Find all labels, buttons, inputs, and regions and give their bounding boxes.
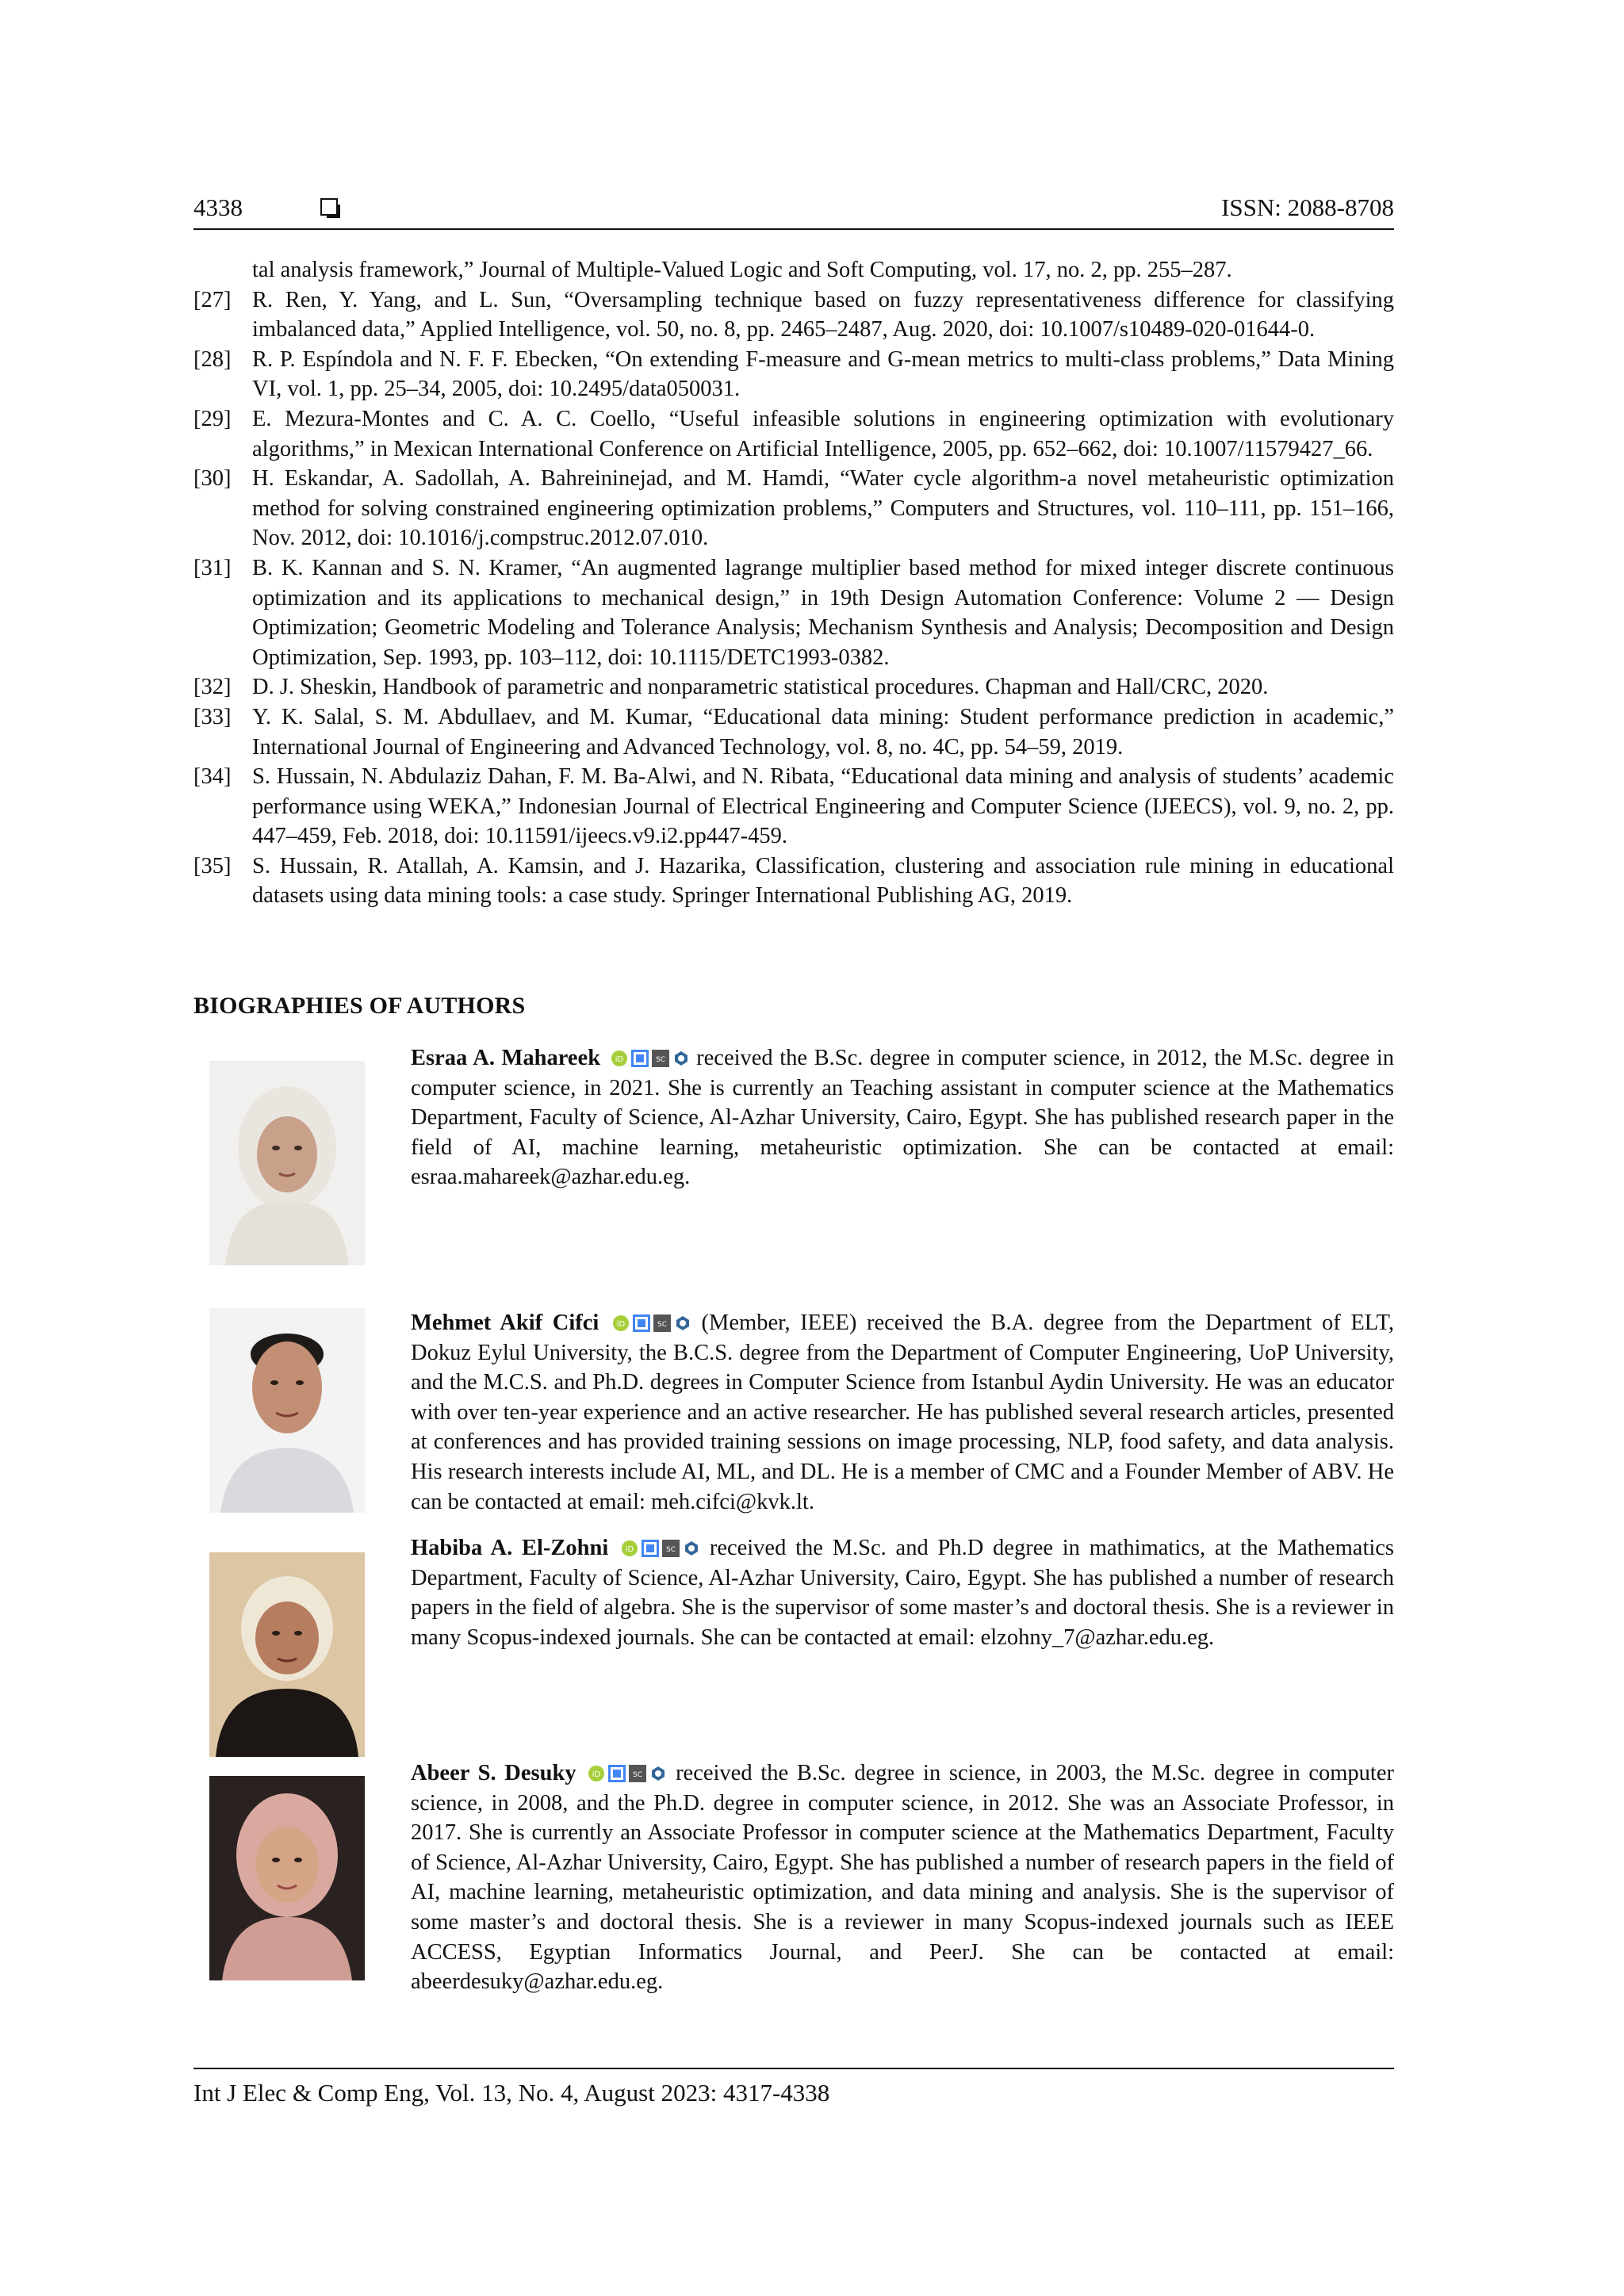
reference-text: H. Eskandar, A. Sadollah, A. Bahreininejad, and M. Hamdi, “Water cycle algorithm-a novel metaheuristic optimization method for solving constrained engineering optimization problems,” Computers and Structures, vol. 110–111, pp. 151–166, Nov. 2012, doi: 10.1016/j.compstruc.2012.07.010. — [252, 466, 1394, 551]
reference-text: R. P. Espíndola and N. F. F. Ebecken, “On extending F-measure and G-mean metrics to multi-class problems,” Data Mining VI, vol. 1, pp. 25–34, 2005, doi: 10.2495/data050031. — [252, 346, 1394, 402]
reference-number: [28] — [193, 346, 232, 372]
google-scholar-icon[interactable] — [642, 1536, 659, 1553]
author-description: (Member, IEEE) received the B.A. degree from the Department of ELT, Dokuz Eylul University, the B.C.S. degree from the Department of Computer Engineering, UoP University, and the M.C.S. and Ph.D. degrees in Computer Science from Istanbul Aydin University. He was an educator with over ten-year experience and an active researcher. He has published several research articles, presented at conferences and has provided training sessions on image processing, NLP, food safety, and data analysis. His research interests include AI, ML, and DL. He is a member of CMC and a Founder Member of ABV. He can be contacted at email: meh.cifci@kvk.lt. — [411, 1311, 1395, 1514]
reference-text: S. Hussain, R. Atallah, A. Kamsin, and J. Hazarika, Classification, clustering and association rule mining in educational datasets using data mining tools: a case study. Springer International Publishing AG, 2019. — [252, 853, 1394, 909]
author-photo — [209, 1308, 365, 1513]
page-footer — [193, 2068, 1394, 2107]
scopus-icon-label: SC — [666, 1546, 676, 1554]
svg-text:iD: iD — [616, 1320, 626, 1329]
reference-item — [193, 851, 1394, 911]
footer-citation: Int J Elec & Comp Eng, Vol. 13, No. 4, August 2023: 4317-4338 — [193, 2079, 830, 2107]
reference-item — [193, 762, 1394, 851]
orcid-icon[interactable] — [612, 1311, 630, 1328]
author-bio-text — [411, 1308, 1394, 1517]
svg-text:iD: iD — [615, 1055, 623, 1064]
orcid-icon[interactable] — [588, 1761, 605, 1778]
reference-item — [193, 702, 1394, 762]
reference-number: [33] — [193, 704, 232, 729]
author-description: received the B.Sc. degree in computer science, in 2012, the M.Sc. degree in computer science, in 2021. She is currently an Teaching assistant in computer science at the Mathematics Department, Faculty of Science, Al-Azhar University, Cairo, Egypt. She has published research paper in the field of AI, machine learning, metaheuristic optimization. She can be contacted at email: esraa.mahareek@azhar.edu.eg. — [411, 1046, 1394, 1190]
author-photo — [209, 1061, 365, 1265]
google-scholar-icon[interactable] — [633, 1311, 650, 1328]
reference-text: R. Ren, Y. Yang, and L. Sun, “Oversampling technique based on fuzzy representativeness difference for classifying imbalanced data,” Applied Intelligence, vol. 50, no. 8, pp. 2465–2487, Aug. 2020, doi: 10.1007/s10489-020-01644-0. — [252, 287, 1394, 342]
reference-text: E. Mezura-Montes and C. A. C. Coello, “Useful infeasible solutions in engineering optimization with evolutionary algorithms,” in Mexican International Conference on Artificial Intelligence, 2005, pp. 652–662, doi: 10.1007/11579427_66. — [252, 406, 1394, 461]
scopus-icon-label: SC — [633, 1771, 643, 1779]
scopus-icon[interactable] — [629, 1761, 646, 1778]
google-scholar-icon[interactable] — [631, 1046, 649, 1063]
publons-icon[interactable] — [674, 1311, 691, 1328]
svg-text:iD: iD — [625, 1545, 634, 1554]
references-list — [193, 255, 1394, 911]
issn: ISSN: 2088-8708 — [1221, 193, 1394, 221]
page-number: 4338 — [193, 193, 243, 221]
reference-number: [30] — [193, 466, 232, 492]
reference-item — [193, 285, 1394, 345]
author-bio-text — [411, 1533, 1394, 1652]
reference-item — [193, 404, 1394, 464]
scopus-icon-label: SC — [655, 1056, 665, 1064]
biographies-heading: BIOGRAPHIES OF AUTHORS — [193, 993, 526, 1019]
reference-item — [193, 464, 1394, 553]
reference-number: [31] — [193, 555, 232, 580]
author-bio-text — [411, 1043, 1394, 1192]
reference-text: D. J. Sheskin, Handbook of parametric and nonparametric statistical procedures. Chapman and Hall/CRC, 2020. — [252, 675, 1269, 700]
author-description: received the M.Sc. and Ph.D degree in mathimatics, at the Mathematics Department, Faculty of Science, Al-Azhar University, Cairo, Egypt. She has published a number of research papers in the field of algebra. She is the supervisor of some master’s and doctoral thesis. She is a reviewer in many Scopus-indexed journals. She can be contacted at email: elzohny_7@azhar.edu.eg. — [411, 1536, 1395, 1650]
google-scholar-icon[interactable] — [608, 1761, 626, 1778]
reference-item — [193, 672, 1394, 702]
reference-text: B. K. Kannan and S. N. Kramer, “An augmented lagrange multiplier based method for mixed integer discrete continuous optimization and its applications to mechanical design,” in 19th Design Automation Conference: Volume 2 — Design Optimization; Geometric Modeling and Tolerance Analysis; Mechanism Synthesis and Analysis; Decomposition and Design Optimization, Sep. 1993, pp. 103–112, doi: 10.1115/DETC1993-0382. — [252, 555, 1394, 670]
author-name: Abeer S. Desuky — [411, 1761, 576, 1785]
author-name: Habiba A. El-Zohni — [411, 1536, 609, 1560]
scopus-icon-label: SC — [657, 1321, 667, 1329]
author-name: Esraa A. Mahareek — [411, 1046, 601, 1070]
svg-text:iD: iD — [592, 1770, 601, 1779]
reference-number: [29] — [193, 406, 232, 431]
reference-item — [193, 345, 1394, 404]
reference-item — [193, 553, 1394, 672]
orcid-icon[interactable] — [621, 1536, 638, 1553]
square-icon — [320, 198, 338, 216]
publons-icon[interactable] — [672, 1046, 690, 1063]
author-description: received the B.Sc. degree in science, in 2003, the M.Sc. degree in computer science, in 2008, and the Ph.D. degree in computer science, in 2012. She was an Associate Professor, in 2017. She is currently an Associate Professor in computer science at the Mathematics Department, Faculty of Science, Al-Azhar University, Cairo, Egypt. She has published a number of research papers in the field of AI, machine learning, metaheuristic optimization, and data mining and analysis. She is the supervisor of some master’s and doctoral thesis. She is a reviewer in many Scopus-indexed journals such as IEEE ACCESS, Egyptian Informatics Journal, and PeerJ. She can be contacted at email: abeerdesuky@azhar.edu.eg. — [411, 1761, 1394, 1995]
reference-number: [27] — [193, 287, 232, 312]
reference-text: Y. K. Salal, S. M. Abdullaev, and M. Kumar, “Educational data mining: Student performance prediction in academic,” International Journal of Engineering and Advanced Technology, vol. 8, no. 4C, pp. 54–59, 2019. — [252, 704, 1394, 760]
reference-continuation: tal analysis framework,” Journal of Multiple-Valued Logic and Soft Computing, vol. 17, no. 2, pp. 255–287. — [252, 258, 1232, 282]
scopus-icon[interactable] — [653, 1311, 671, 1328]
author-name: Mehmet Akif Cifci — [411, 1311, 599, 1335]
reference-number: [35] — [193, 853, 232, 878]
reference-number: [32] — [193, 675, 232, 700]
author-photo — [209, 1776, 365, 1980]
orcid-icon[interactable] — [611, 1046, 628, 1063]
author-bio-text — [411, 1758, 1394, 1997]
scopus-icon[interactable] — [652, 1046, 669, 1063]
reference-text: S. Hussain, N. Abdulaziz Dahan, F. M. Ba-Alwi, and N. Ribata, “Educational data mining and analysis of students’ academic performance using WEKA,” Indonesian Journal of Electrical Engineering and Computer Science (IJEECS), vol. 9, no. 2, pp. 447–459, Feb. 2018, doi: 10.11591/ijeecs.v9.i2.pp447-459. — [252, 764, 1394, 849]
publons-icon[interactable] — [683, 1536, 700, 1553]
page-header — [193, 193, 1394, 230]
reference-number: [34] — [193, 764, 232, 790]
author-photo — [209, 1552, 365, 1757]
publons-icon[interactable] — [649, 1761, 667, 1778]
scopus-icon[interactable] — [662, 1536, 680, 1553]
